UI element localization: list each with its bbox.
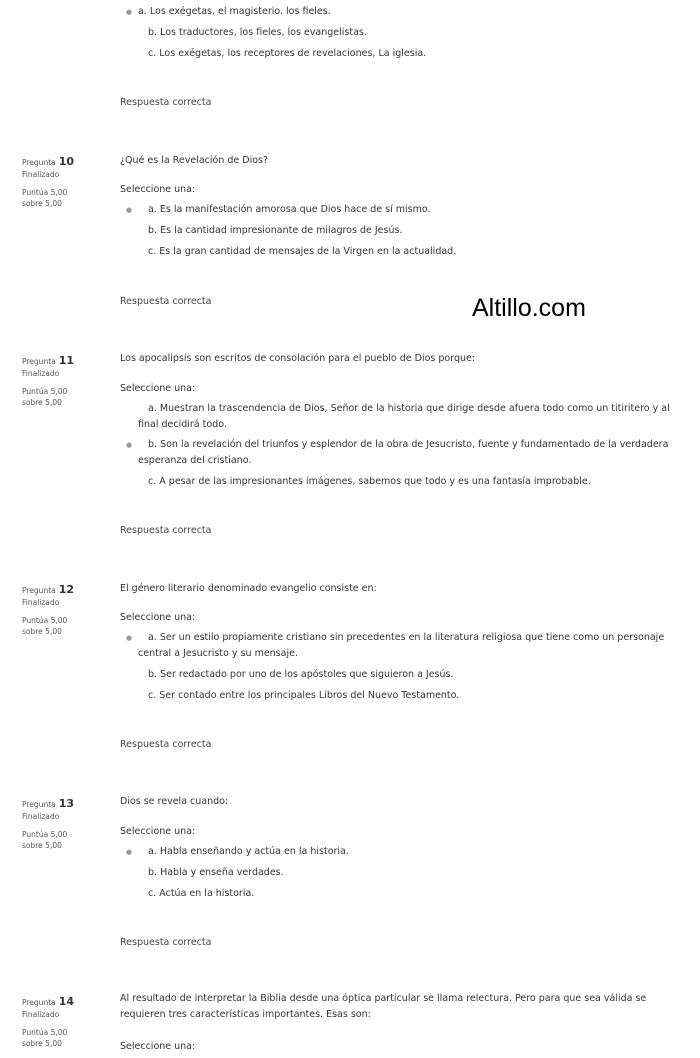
selected-bullet-icon: ● [126,634,133,642]
question-number: 13 [58,797,75,810]
answer-option[interactable]: c. A pesar de las impresionantes imágenes, sabemos que todo y es una fantasía improbable. [148,476,591,487]
question-status: Finalizado [22,812,60,821]
selected-bullet-icon: ● [126,848,133,856]
question-info: Pregunta 14 Finalizado Puntúa 5,00 sobre 5,00 [22,990,112,1049]
watermark: Altillo.com [472,294,586,322]
selected-bullet-icon: ● [126,441,133,449]
select-label: Seleccione una: [120,184,196,195]
question-info: Pregunta 11 Finalizado Puntúa 5,00 sobre 5,00 [22,349,112,408]
question-number: 12 [58,583,75,596]
question-number: 14 [58,995,75,1008]
answer-option[interactable]: c. Ser contado entre los principales Libros del Nuevo Testamento. [148,690,460,701]
select-label: Seleccione una: [120,612,196,623]
answer-option[interactable]: b. Es la cantidad impresionante de milagros de Jesús. [148,225,403,236]
feedback-text: Respuesta correcta [120,739,212,750]
answer-option[interactable]: b. Son la revelación del triunfos y esplendor de la obra de Jesucristo, fuente y fundamentado de la verdadera esperanza del cristiano. [138,439,669,466]
question-text: ¿Qué es la Revelación de Dios? [120,155,269,166]
answer-option[interactable]: a. Es la manifestación amorosa que Dios hace de sí mismo. [148,204,431,215]
feedback-text: Respuesta correcta [120,296,212,307]
question-text: Al resultado de interpretar la Biblia desde una óptica particular se llama relectura. Pero para que sea válida se requieren tres características importantes. Esas son: [120,993,647,1020]
question-info: Pregunta 13 Finalizado Puntúa 5,00 sobre 5,00 [22,792,112,851]
answer-option[interactable]: a. Muestran la trascendencia de Dios, Señor de la historia que dirige desde afuera todo como un titiritero y al final decidirá todo. [138,403,670,430]
answer-option[interactable]: c. Actúa en la historia. [148,888,255,899]
answer-option[interactable]: b. Habla y enseña verdades. [148,867,284,878]
answer-option[interactable]: a. Habla enseñando y actúa en la historia. [148,846,349,857]
select-label: Seleccione una: [120,383,196,394]
question-text: El género literario denominado evangelio consiste en: [120,583,377,594]
question-text: Los apocalipsis son escritos de consolación para el pueblo de Dios porque: [120,353,476,364]
answer-option[interactable]: b. Ser redactado por uno de los apóstoles que siguieron a Jesús. [148,669,454,680]
question-status: Finalizado [22,170,60,179]
answer-option[interactable]: b. Los traductores, los fieles, los evangelistas. [148,27,367,38]
feedback-text: Respuesta correcta [120,937,212,948]
answer-option[interactable]: c. Los exégetas, los receptores de revelaciones, La iglesia. [148,48,427,59]
question-info: Pregunta 10 Finalizado Puntúa 5,00 sobre 5,00 [22,150,112,209]
answer-option[interactable]: a. Los exégetas. el magisterio. los fieles. [138,6,331,17]
answer-option[interactable]: c. Es la gran cantidad de mensajes de la Virgen en la actualidad. [148,246,457,257]
select-label: Seleccione una: [120,826,196,837]
question-status: Finalizado [22,369,60,378]
question-status: Finalizado [22,598,60,607]
answer-option[interactable]: a. Ser un estilo propiamente cristiano sin precedentes en la literatura religiosa que tiene como un personaje central a Jesucristo y su mensaje. [138,632,665,659]
feedback-text: Respuesta correcta [120,525,212,536]
selected-bullet-icon: ● [126,206,133,214]
feedback-text: Respuesta correcta [120,97,212,108]
question-status: Finalizado [22,1010,60,1019]
question-info: Pregunta 12 Finalizado Puntúa 5,00 sobre 5,00 [22,578,112,637]
question-number: 11 [58,354,75,367]
question-number: 10 [58,155,75,168]
select-label: Seleccione una: [120,1041,196,1052]
selected-bullet-icon: ● [126,8,133,16]
question-text: Dios se revela cuando: [120,796,229,807]
